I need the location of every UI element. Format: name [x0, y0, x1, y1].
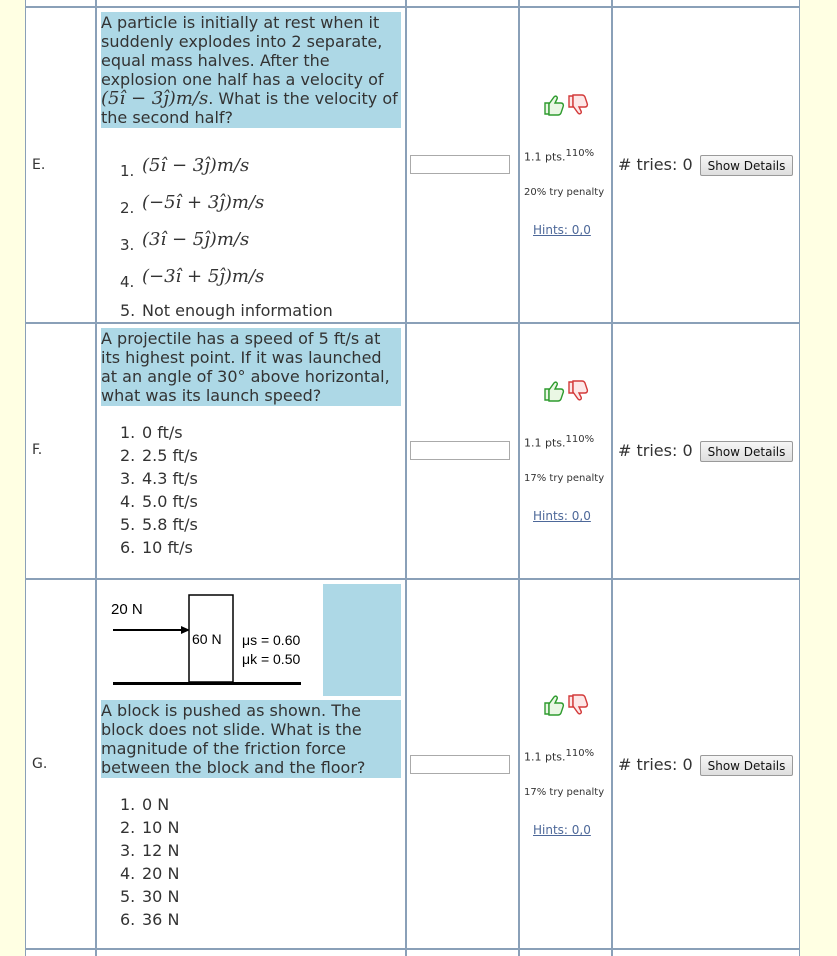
choice-item — [120, 261, 333, 298]
choice-number: 6. — [120, 910, 136, 929]
question-math: (5î − 3ĵ)m/s — [101, 88, 209, 109]
choice-text: 0 ft/s — [142, 423, 183, 442]
choice-text: 4.3 ft/s — [142, 469, 198, 488]
choice-item — [120, 885, 179, 908]
choice-list-f — [120, 421, 198, 559]
choice-number: 5. — [120, 887, 136, 906]
points-label — [524, 434, 594, 450]
try-penalty: 17% try penalty — [524, 473, 605, 484]
choice-item — [120, 490, 198, 513]
show-details-button[interactable]: Show Details — [700, 755, 793, 776]
choice-text: 20 N — [142, 864, 180, 883]
choice-number: 2. — [120, 446, 136, 465]
choice-number: 1. — [120, 795, 136, 814]
thumbs-up-icon[interactable] — [545, 696, 563, 715]
choice-item — [120, 298, 333, 324]
answer-input-e[interactable] — [410, 155, 510, 174]
tries-count: # tries: 0 — [618, 155, 693, 174]
choice-text: 10 N — [142, 818, 180, 837]
choice-number: 5. — [120, 515, 136, 534]
choice-number: 3. — [120, 469, 136, 488]
choice-text: 12 N — [142, 841, 180, 860]
points-percent: 110% — [565, 434, 595, 445]
choice-item — [120, 444, 198, 467]
choice-item — [120, 421, 198, 444]
rating-icons — [542, 379, 590, 403]
choice-text: Not enough information — [142, 301, 333, 320]
row-divider — [26, 948, 799, 950]
answer-input-f[interactable] — [410, 441, 510, 460]
choice-item — [120, 187, 333, 224]
try-penalty: 20% try penalty — [524, 187, 605, 198]
rating-icons — [542, 693, 590, 717]
tries-count: # tries: 0 — [618, 755, 693, 774]
points-value: 1.1 pts. — [524, 750, 566, 764]
choice-item — [120, 862, 179, 885]
question-text-g: A block is pushed as shown. The block does not slide. What is the magnitude of the friction force between the block and the floor? — [101, 700, 401, 778]
column-divider — [405, 0, 407, 956]
thumbs-down-icon[interactable] — [569, 695, 587, 714]
choice-number: 3. — [120, 236, 135, 254]
choice-text: (−3î + 5ĵ)m/s — [142, 266, 265, 287]
points-label — [524, 148, 594, 164]
column-divider — [95, 0, 97, 956]
block-weight-label: 60 N — [192, 631, 222, 647]
choice-number: 6. — [120, 538, 136, 557]
choice-number: 4. — [120, 864, 136, 883]
choice-item — [120, 467, 198, 490]
question-letter: F. — [32, 442, 43, 458]
choice-item — [120, 224, 333, 261]
column-divider — [518, 0, 520, 956]
thumbs-down-icon[interactable] — [569, 381, 587, 400]
choice-item — [120, 536, 198, 559]
choice-item — [120, 908, 179, 931]
kinetic-friction-label: μk = 0.50 — [242, 651, 301, 667]
points-label — [524, 748, 594, 764]
choice-item — [120, 793, 179, 816]
hints-link[interactable]: Hints: 0,0 — [533, 509, 591, 523]
question-text-e — [101, 12, 401, 128]
force-diagram — [101, 584, 323, 696]
choice-item — [120, 839, 179, 862]
show-details-button[interactable]: Show Details — [700, 441, 793, 462]
question-letter: E. — [32, 157, 46, 173]
choice-list-g — [120, 793, 179, 931]
choice-text: 0 N — [142, 795, 170, 814]
choice-number: 4. — [120, 273, 135, 291]
choice-number: 1. — [120, 162, 135, 180]
choice-number: 4. — [120, 492, 136, 511]
question-letter: G. — [32, 756, 48, 772]
hints-link[interactable]: Hints: 0,0 — [533, 823, 591, 837]
choice-text: (−5î + 3ĵ)m/s — [142, 192, 265, 213]
floor-line — [113, 682, 301, 685]
question-text-f: A projectile has a speed of 5 ft/s at its highest point. If it was launched at an angle of 30° above horizontal, what was its launch speed? — [101, 328, 401, 406]
choice-item — [120, 816, 179, 839]
thumbs-up-icon[interactable] — [545, 382, 563, 401]
choice-item — [120, 513, 198, 536]
choice-number: 1. — [120, 423, 136, 442]
question-text-before: A particle is initially at rest when it suddenly explodes into 2 separate, equal mass halves. After the explosion one half has a velocity of — [101, 13, 384, 89]
rating-icons — [542, 93, 590, 117]
static-friction-label: μs = 0.60 — [242, 632, 301, 648]
choice-text: 10 ft/s — [142, 538, 193, 557]
applied-force-label: 20 N — [111, 601, 143, 618]
choice-list-e — [120, 150, 333, 324]
answer-input-g[interactable] — [410, 755, 510, 774]
choice-number: 5. — [120, 301, 136, 320]
points-value: 1.1 pts. — [524, 436, 566, 450]
choice-number: 2. — [120, 199, 135, 217]
column-divider — [611, 0, 613, 956]
choice-text: 5.8 ft/s — [142, 515, 198, 534]
choice-text: 36 N — [142, 910, 180, 929]
choice-item — [120, 150, 333, 187]
choice-text: 5.0 ft/s — [142, 492, 198, 511]
points-percent: 110% — [565, 148, 595, 159]
choice-text: (5î − 3ĵ)m/s — [142, 155, 250, 176]
points-value: 1.1 pts. — [524, 150, 566, 164]
choice-text: (3î − 5ĵ)m/s — [142, 229, 250, 250]
choice-number: 3. — [120, 841, 136, 860]
try-penalty: 17% try penalty — [524, 787, 605, 798]
choice-text: 30 N — [142, 887, 180, 906]
tries-count: # tries: 0 — [618, 441, 693, 460]
points-percent: 110% — [565, 748, 595, 759]
show-details-button[interactable]: Show Details — [700, 155, 793, 176]
question-text-after: . What is the velocity of the second half? — [101, 89, 398, 127]
row-divider — [26, 6, 799, 8]
row-divider — [26, 578, 799, 580]
hints-link[interactable]: Hints: 0,0 — [533, 223, 591, 237]
problem-table — [25, 0, 800, 956]
thumbs-down-icon[interactable] — [569, 95, 587, 114]
thumbs-up-icon[interactable] — [545, 96, 563, 115]
choice-number: 2. — [120, 818, 136, 837]
question-highlight — [323, 584, 401, 696]
choice-text: 2.5 ft/s — [142, 446, 198, 465]
